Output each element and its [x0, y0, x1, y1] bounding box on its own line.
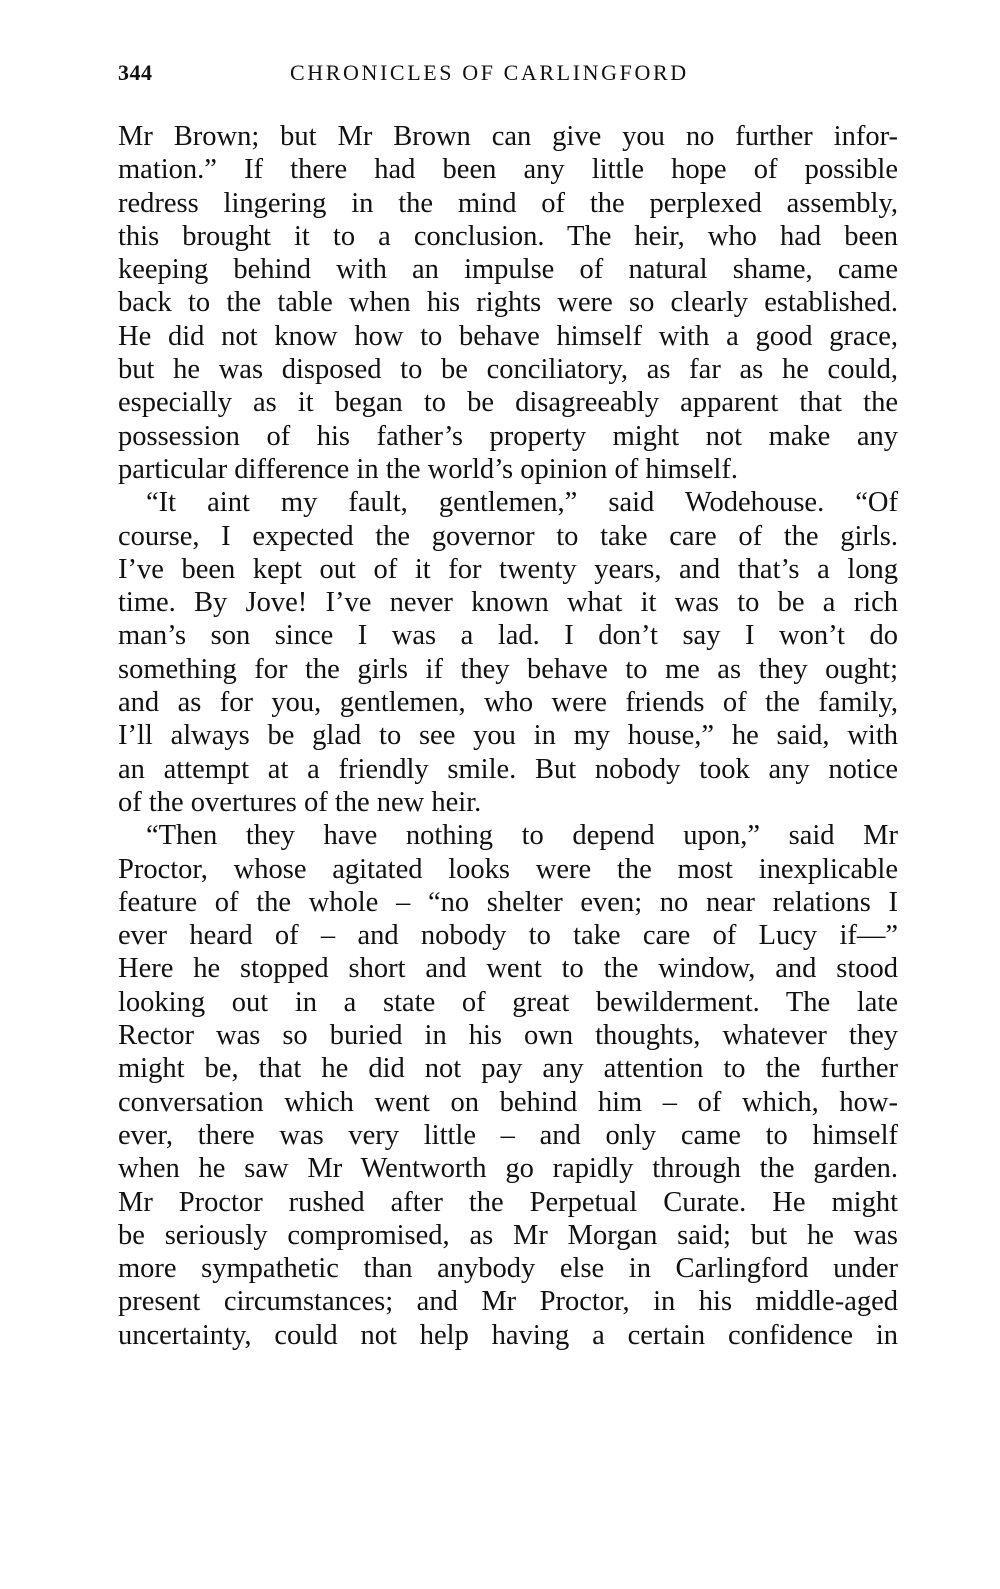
text-line: this brought it to a conclusion. The heir, who had been	[118, 220, 898, 252]
text-line: conversation which went on behind him – of which, how-	[118, 1086, 898, 1118]
text-line: feature of the whole – “no shelter even; no near relations I	[118, 886, 898, 918]
text-line: course, I expected the governor to take care of the girls.	[118, 520, 898, 552]
text-line: of the overtures of the new heir.	[118, 786, 482, 818]
text-line: looking out in a state of great bewilderment. The late	[118, 986, 898, 1018]
text-line: He did not know how to behave himself with a good grace,	[118, 320, 898, 352]
text-line: Proctor, whose agitated looks were the most inexplicable	[118, 853, 898, 885]
text-line: be seriously compromised, as Mr Morgan said; but he was	[118, 1219, 898, 1251]
text-line: ever, there was very little – and only came to himself	[118, 1119, 898, 1151]
text-line: present circumstances; and Mr Proctor, in his middle-aged	[118, 1286, 898, 1318]
text-line: Mr Proctor rushed after the Perpetual Curate. He might	[118, 1186, 898, 1218]
text-line: “Then they have nothing to depend upon,” said Mr	[146, 820, 898, 852]
text-line: man’s son since I was a lad. I don’t say I won’t do	[118, 620, 898, 652]
text-line: Rector was so buried in his own thoughts, whatever they	[118, 1020, 898, 1052]
page-number: 344	[118, 60, 153, 85]
text-line: I’ll always be glad to see you in my house,” he said, with	[118, 720, 898, 752]
text-line: Here he stopped short and went to the window, and stood	[118, 953, 898, 985]
text-line: when he saw Mr Wentworth go rapidly through the garden.	[118, 1153, 898, 1185]
text-line: I’ve been kept out of it for twenty years, and that’s a long	[118, 553, 898, 585]
text-line: an attempt at a friendly smile. But nobody took any notice	[118, 753, 898, 785]
text-line: mation.” If there had been any little hope of possible	[118, 154, 898, 186]
text-line: ever heard of – and nobody to take care of Lucy if—”	[118, 920, 898, 952]
text-line: time. By Jove! I’ve never known what it was to be a rich	[118, 587, 898, 619]
text-line: Mr Brown; but Mr Brown can give you no further infor-	[118, 121, 898, 152]
text-line: possession of his father’s property might not make any	[118, 420, 898, 452]
text-line: uncertainty, could not help having a certain confidence in	[118, 1319, 898, 1351]
text-line: keeping behind with an impulse of natural shame, came	[118, 254, 898, 286]
text-line: might be, that he did not pay any attention to the further	[118, 1053, 898, 1085]
running-head	[118, 60, 898, 100]
text-line: and as for you, gentlemen, who were friends of the family,	[118, 687, 898, 719]
text-line: back to the table when his rights were so clearly established.	[118, 287, 898, 319]
text-line: but he was disposed to be conciliatory, as far as he could,	[118, 354, 898, 386]
text-line: especially as it began to be disagreeably apparent that the	[118, 387, 898, 419]
text-line: particular difference in the world’s opinion of himself.	[118, 453, 738, 485]
running-title: CHRONICLES OF CARLINGFORD	[290, 60, 689, 85]
body-text	[118, 120, 898, 1352]
text-line: more sympathetic than anybody else in Carlingford under	[118, 1253, 898, 1285]
text-line: redress lingering in the mind of the perplexed assembly,	[118, 187, 898, 219]
text-line: something for the girls if they behave to me as they ought;	[118, 653, 898, 685]
text-line: “It aint my fault, gentlemen,” said Wodehouse. “Of	[146, 487, 898, 519]
